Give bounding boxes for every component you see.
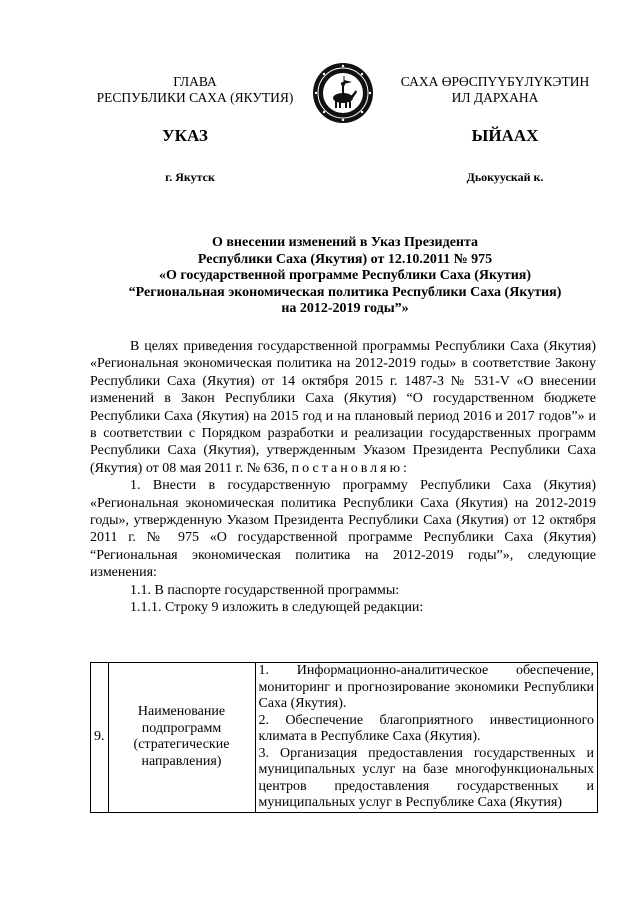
title-line: О внесении изменений в Указ Президента [211,235,479,250]
title-line: на 2012-2019 годы”» [281,301,409,316]
paragraph: 1. Внести в государственную программу Республики Саха (Якутия) «Региональная экономическая политика Республики Саха (Якутия) на 2012-2019 годы», утвержденную Указом Президента Республики Саха (Якутия) от 12 октября 2011 г. № 975 «О государственной программе Республики Саха (Якутия) “Региональная экономическая политика на 2012-2019 годы”», следующие изменения: [90,478,596,581]
row-content [255,663,598,813]
paragraph-text: В целях приведения государственной программы Республики Саха (Якутия) «Региональная экономическая политика на 2012-2019 годы» в соответствие Закону Республики Саха (Якутия) от 14 октября 2015 г. 1487-З № 531-V «О внесении изменений в Закон Республики Саха (Якутия) “О государственном бюджете Республики Саха (Якутия) на 2015 год и на плановый период 2016 и 2017 годов”» и в соответствии с Порядком разработки и реализации государственных программ Республики Саха (Якутия), утвержденным Указом Президента Республики Саха (Якутия) от 08 мая 2011 г. № 636, [90,339,596,476]
header-right-line2: ИЛ ДАРХАНА [451,90,539,105]
header-right [380,74,610,106]
paragraph: 1.1.1. Строку 9 изложить в следующей редакции: [130,600,424,616]
title-line: «О государственной программе Республики Саха (Якутия) [158,268,532,283]
program-passport-table [90,662,598,813]
doc-type-ru: УКАЗ [162,126,208,145]
list-item: 1. Информационно-аналитическое обеспечение, мониторинг и прогнозирование экономики Республики Саха (Якутия). [258,663,594,711]
table-row [91,663,598,813]
header-left [80,74,310,106]
decree-title [80,235,610,318]
header-left-line1: ГЛАВА [173,74,217,89]
doc-type-sah: ЫЙААХ [471,126,539,145]
title-line: Республики Саха (Якутия) от 12.10.2011 № 975 [197,251,493,267]
title-line: “Региональная экономическая политика Республики Саха (Якутия) [128,284,562,300]
coat-of-arms-icon [312,62,374,124]
decree-word: постановляю: [291,460,410,476]
list-item: 2. Обеспечение благоприятного инвестиционного климата в Республике Саха (Якутия). [258,712,594,744]
decree-body [90,338,596,617]
paragraph [90,338,596,477]
list-item: 3. Организация предоставления государственных и муниципальных услуг на базе многофункциональных центров предоставления государственных и муниципальных услуг в Республике Саха (Якутия) [258,745,594,810]
city-sah: Дьокуускай к. [466,170,544,184]
city-ru: г. Якутск [165,170,215,184]
paragraph: 1.1. В паспорте государственной программы: [130,582,400,598]
row-name: Наименование подпрограмм (стратегические направления) [108,663,255,813]
row-number: 9. [91,663,109,813]
header-right-line1: САХА ӨРӨСПҮҮБҮЛҮКЭТИН [400,74,590,89]
header-left-line2: РЕСПУБЛИКИ САХА (ЯКУТИЯ) [96,90,294,105]
